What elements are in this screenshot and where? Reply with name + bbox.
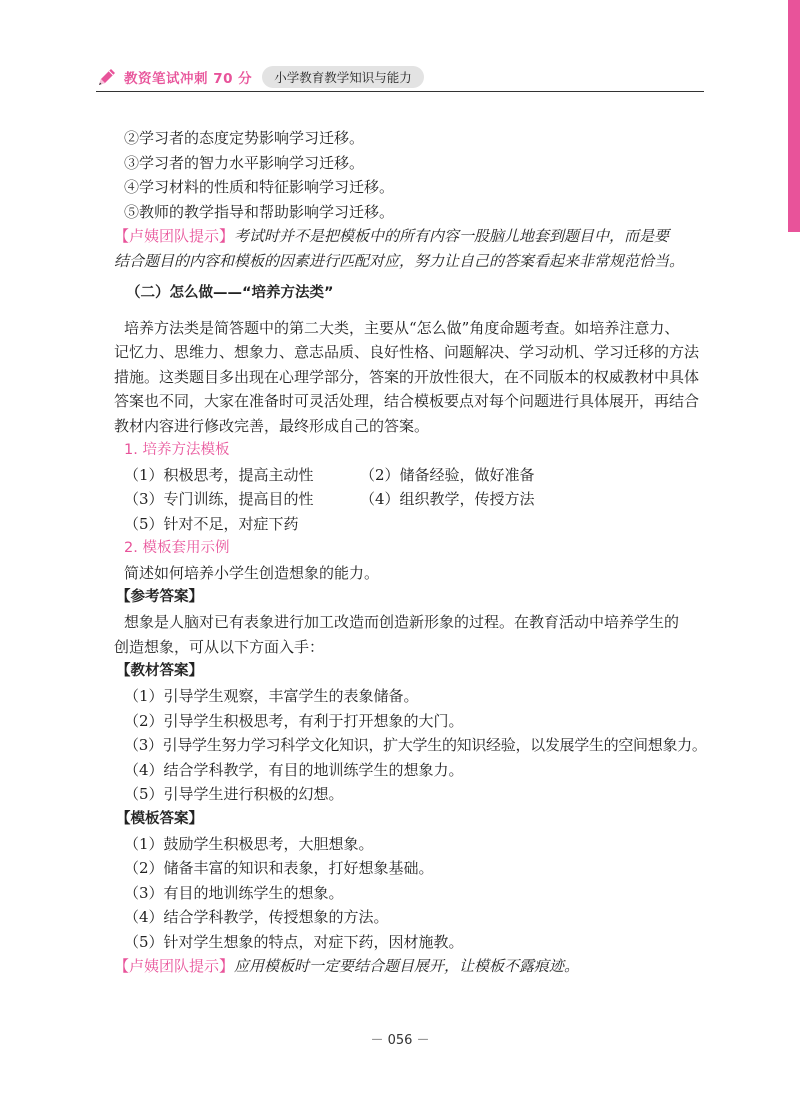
paragraph-line: 措施。这类题目多出现在心理学部分，答案的开放性很大，在不同版本的权威教材中具体 — [114, 367, 700, 386]
textbook-item: （3）引导学生努力学习科学文化知识，扩大学生的知识经验，以发展学生的空间想象力。 — [124, 736, 707, 754]
example-heading: 2. 模板套用示例 — [124, 540, 230, 556]
side-tab-marker — [788, 0, 800, 232]
list-item: ④学习材料的性质和特征影响学习迁移。 — [124, 178, 395, 196]
model-item: （3）有目的地训练学生的想象。 — [124, 883, 344, 902]
tip-label: 【卢姨团队提示】 — [114, 227, 235, 245]
book-brand: 教资笔试冲刺 70 分 — [124, 71, 253, 87]
textbook-item: （2）引导学生积极思考，有利于打开想象的大门。 — [124, 711, 464, 730]
page-header — [96, 66, 424, 88]
textbook-answer-label: 【教材答案】 — [116, 663, 203, 679]
tip-label: 【卢姨团队提示】 — [114, 957, 235, 975]
template-row — [124, 487, 704, 512]
paragraph-line: 记忆力、思维力、想象力、意志品质、良好性格、问题解决、学习动机、学习迁移的方法 — [114, 343, 700, 361]
tip-box-2 — [114, 954, 704, 979]
template-row — [124, 463, 704, 488]
paragraph-line: 教材内容进行修改完善，最终形成自己的答案。 — [114, 416, 430, 435]
subject-pill: 小学教育教学知识与能力 — [262, 66, 424, 88]
reference-text-line: 想象是人脑对已有表象进行加工改造而创造新形象的过程。在教育活动中培养学生的 — [124, 613, 680, 631]
tip-text-cont: 结合题目的内容和模板的因素进行匹配对应，努力让自己的答案看起来非常规范恰当。 — [114, 251, 685, 270]
paragraph-line: 答案也不同，大家在准备时可灵活处理，结合模板要点对每个问题进行具体展开，再结合 — [114, 392, 700, 410]
tip-box-1 — [114, 224, 704, 249]
template-item: （3）专门训练，提高目的性 — [124, 490, 314, 508]
textbook-item: （4）结合学科教学，有目的地训练学生的想象力。 — [124, 760, 464, 779]
model-item: （1）鼓励学生积极思考，大胆想象。 — [124, 834, 374, 853]
template-heading: 1. 培养方法模板 — [124, 442, 230, 458]
example-question: 简述如何培养小学生创造想象的能力。 — [124, 563, 380, 582]
textbook-item: （5）引导学生进行积极的幻想。 — [124, 785, 344, 803]
reference-answer-label: 【参考答案】 — [116, 589, 203, 605]
model-answer-label: 【模板答案】 — [116, 810, 203, 827]
template-item: （4）组织教学，传授方法 — [360, 490, 535, 508]
page-body — [114, 126, 707, 979]
header-divider — [96, 91, 704, 92]
template-item: （2）储备经验，做好准备 — [360, 465, 535, 484]
textbook-item: （1）引导学生观察，丰富学生的表象储备。 — [124, 687, 419, 705]
template-item: （5）针对不足，对症下药 — [124, 514, 299, 533]
tip-text: 考试时并不是把模板中的所有内容一股脑儿地套到题目中，而是要 — [234, 227, 670, 245]
template-item: （1）积极思考，提高主动性 — [124, 465, 314, 484]
tip-text: 应用模板时一定要结合题目展开，让模板不露痕迹。 — [234, 957, 580, 975]
list-item: ②学习者的态度定势影响学习迁移。 — [124, 129, 365, 147]
model-item: （4）结合学科教学，传授想象的方法。 — [124, 908, 389, 926]
section-title: （二）怎么做——“培养方法类” — [126, 285, 334, 301]
model-item: （5）针对学生想象的特点，对症下药，因材施教。 — [124, 932, 464, 951]
reference-text-line: 创造想象，可从以下方面入手： — [114, 637, 325, 656]
list-item: ③学习者的智力水平影响学习迁移。 — [124, 153, 365, 172]
paragraph-line: 培养方法类是简答题中的第二大类，主要从“怎么做”角度命题考查。如培养注意力、 — [124, 318, 680, 337]
list-item: ⑤教师的教学指导和帮助影响学习迁移。 — [124, 202, 395, 221]
model-item: （2）储备丰富的知识和表象，打好想象基础。 — [124, 859, 434, 877]
page-number: － 056 － — [370, 1033, 430, 1048]
pencil-icon — [96, 66, 118, 88]
